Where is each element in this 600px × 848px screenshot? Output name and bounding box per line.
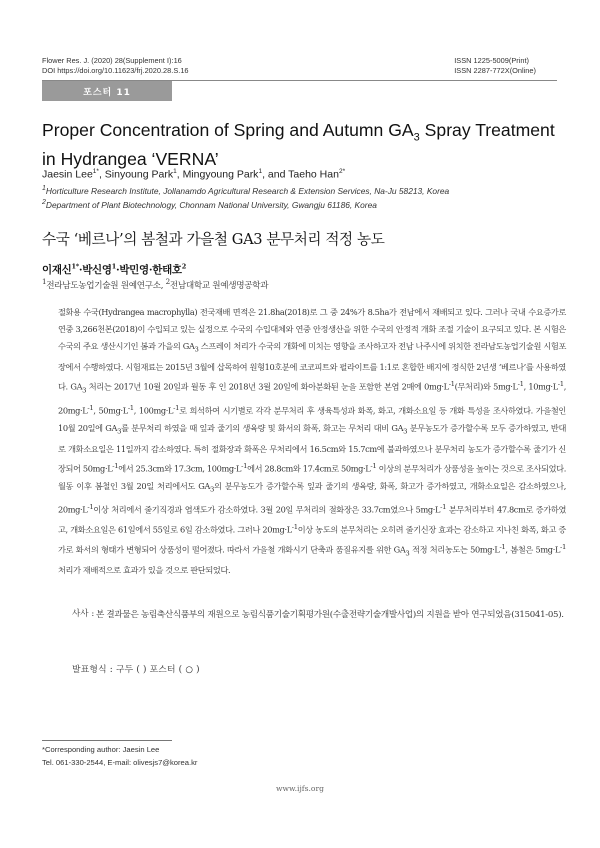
poster-tab: 포스터 11 <box>42 81 172 101</box>
presentation-format: 발표형식 : 구두 ( ) 포스터 ( ○ ) <box>72 665 200 675</box>
affiliation-korean: $^1$전라남도농업기술원 원예연구소, $^2$전남대학교 원예생명공학과 <box>42 277 269 291</box>
corresponding-author: *Corresponding author: Jaesin Lee <box>42 745 160 754</box>
paper-title-korean: 수국 ‘베르나’의 봄철과 가을철 GA3 분무처리 적정 농도 <box>42 231 385 248</box>
issn-block <box>454 56 536 76</box>
issn-print: ISSN 1225-5009(Print) <box>454 56 529 65</box>
footnote-divider <box>42 740 172 741</box>
authors-english: Jaesin Lee$^{1*}$, Sinyoung Park$^1$, Mingyoung Park$^1$, and Taeho Han$^{2*}$ <box>42 168 346 181</box>
acknowledgement-text: 본 결과물은 농림축산식품부의 재원으로 농림식품기술기획평가원(수출전략기술개발사업)의 지원을 받아 연구되었음(315041-05). <box>96 610 564 620</box>
journal-citation: Flower Res. J. (2020) 28(Supplement Ⅰ):16 <box>42 56 182 65</box>
doi-link[interactable]: DOI https://doi.org/10.11623/frj.2020.28.S.16 <box>42 66 189 75</box>
affiliation-english-2: $^2$Department of Plant Biotechnology, Chonnam National University, Gwangju 61186, Korea <box>42 199 377 210</box>
affiliation-english-1: $^1$Horticulture Research Institute, Jollanamdo Agricultural Research & Extension Services, Na-Ju 58213, Korea <box>42 185 450 196</box>
paper-title-english: Proper Concentration of Spring and Autumn $GA_3$ Spray Treatment in Hydrangea ‘VERNA’ <box>42 120 555 169</box>
authors-korean: 이재신$^{1*}$·박신영$^1$·박민영·한태호$^2$ <box>42 262 186 276</box>
author-contact: Tel. 061-330-2544, E-mail: olivesjs7@korea.kr <box>42 758 198 767</box>
journal-header <box>42 56 189 76</box>
journal-website[interactable]: www.ijfs.org <box>276 784 324 793</box>
issn-online: ISSN 2287-772X(Online) <box>454 66 536 75</box>
abstract-body: 절화용 수국(Hydrangea macrophylla) 전국재배 면적은 21.8ha(2018)로 그 중 24%가 8.5ha가 전남에서 재배되고 있다. 그러나 국내 수요증가로 연중 3,266천본(2018)이 수입되고 있는 실정으로 수국의 수입대체와 연중 안정생산을 위한 수국의 안정적 개화 조절 기술이 요구되고 있다. 본 시험은 수국의 주요 생산시기인 봄과 가을의 $GA_3$ 스프레이 처리가 수국의 개화에 미치는 영향을 조사하고자 전남 나주시에 위치한 전라남도농업기술원 시험포장에서 수행하였다. 시험재료는 2015년 3월에 삽목하여 원형10호분에 코코피트와 펄라이트를 1:1로 혼합한 배지에 정식한 2년생 ‘베르나’를 사용하였다. $GA_3$ 처리는 2017년 10월 20일과 월동 후 인 2018년 3월 20일에 화아분화된 눈을 포함한 본엽 2매에 $0mg\cdot L^{-1}$(무처리)와 $5mg\cdot L^{-1}$, $10mg\cdot L^{-1}$, $20mg\cdot L^{-1}$, $50mg\cdot L^{-1}$, $100mg\cdot L^{-1}$로 희석하여 시기별로 각각 분무처리 후 생육특성과 화폭, 화고, 개화소요일 등 개화 특성을 조사하였다. 가을철인 10월 20일에 $GA_3$를 분무처리 하였을 때 잎과 줄기의 생육량 및 화서의 화폭, 화고는 무처리 대비 $GA_3$ 분무농도가 증가할수록 모두 증가하였고, 반대로 개화소요일은 11일까지 감소하였다. 특히 절화장과 화폭은 무처리에서 16.5cm와 15.7cm에 불과하였으나 분무처리 농도가 증가할수록 줄기가 신장되어 $50mg\cdot L^{-1}$에서 25.3cm와 17.3cm, $100mg\cdot L^{-1}$에서 28.8cm와 17.4cm로 $50mg\cdot L^{-1}$ 이상의 분무처리가 상품성을 높이는 것으로 조사되었다. 월동 이후 봄철인 3월 20일 처리에서도 $GA_3$의 분무농도가 증가할수록 잎과 줄기의 생육량, 화폭, 화고가 증가하였고, 개화소요일은 감소하였으나, $20mg\cdot L^{-1}$이상 처리에서 줄기직경과 엽색도가 감소하였다. 3월 20일 무처리의 절화장은 33.7cm였으나 $5mg\cdot L^{-1}$ 분무처리부터 47.8cm로 증가하였고, 개화소요일은 61일에서 55일로 6일 감소하였다. 그러나 $20mg\cdot L^{-1}$이상 농도의 분무처리는 오히려 줄기신장 효과는 감소하고 지나친 화폭, 화고 증가로 화서의 형태가 변형되어 상품성이 떨어졌다. 따라서 가을철 개화시기 단축과 품질유지를 위한 $GA_3$ 적정 처리농도는 $50mg\cdot L^{-1}$, 봄철은 $5mg\cdot L^{-1}$처리가 재배적으로 효과가 있을 것으로 판단되었다. <box>58 307 567 576</box>
acknowledgement-label: 사사 : <box>72 609 95 619</box>
